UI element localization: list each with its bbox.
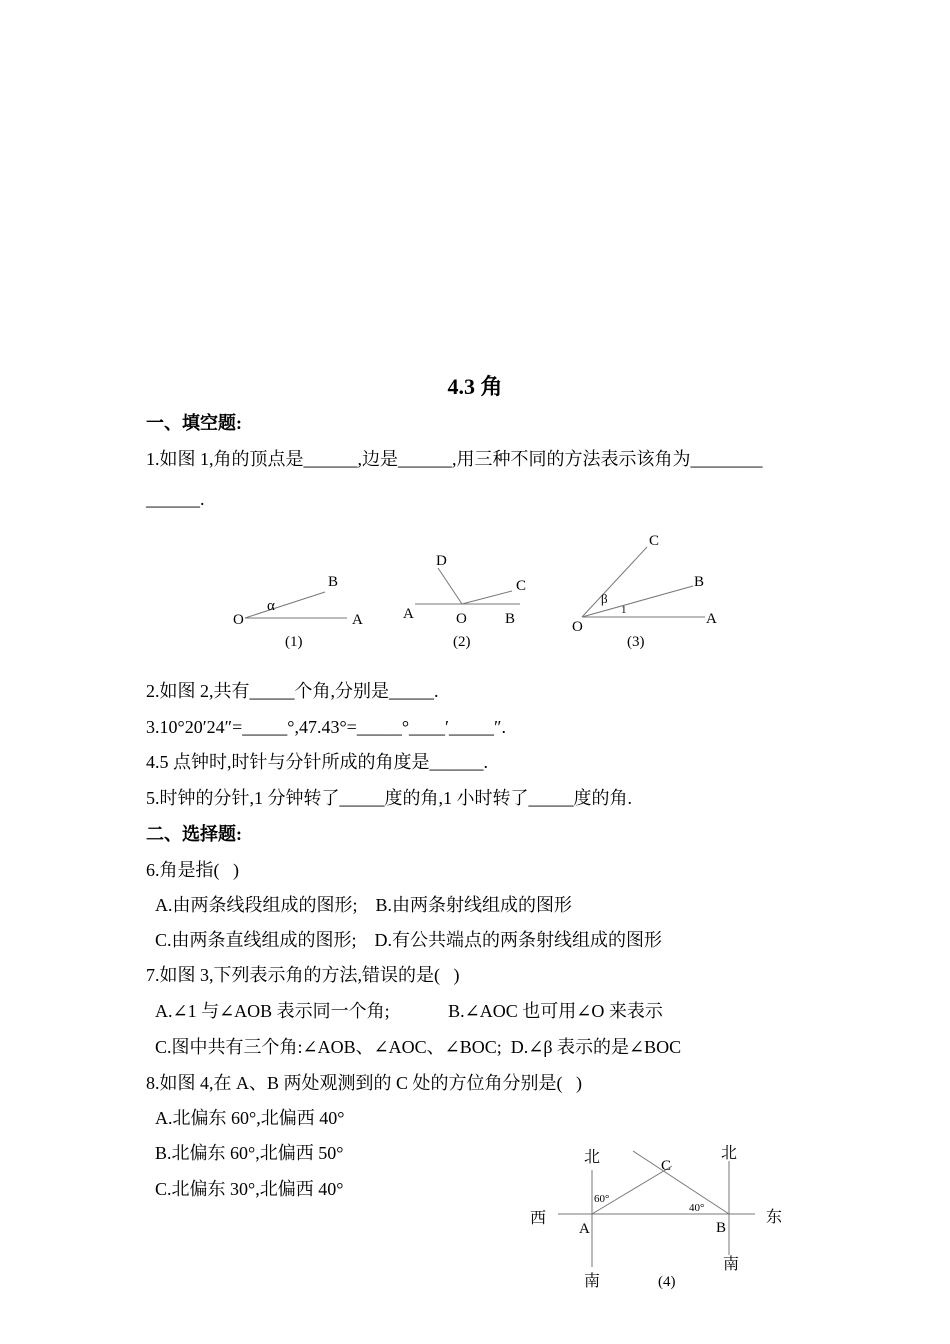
figure-2 [395, 545, 540, 655]
fig3-label-1: 1 [621, 604, 627, 616]
fig1-label-alpha: α [267, 598, 275, 614]
question-3: 3.10°20′24″=_____°,47.43°=_____°____′_____″. [146, 717, 506, 737]
fig4-label-south-a: 南 [584, 1273, 601, 1290]
question-8-option-b: B.北偏东 60°,北偏西 50° [155, 1143, 344, 1163]
question-7-options-ab: A.∠1 与∠AOB 表示同一个角; B.∠AOC 也可用∠O 来表示 [155, 1001, 663, 1021]
fig1-label-a: A [352, 612, 363, 628]
fig4-label-b: B [716, 1220, 727, 1236]
fig4-label-east: 东 [766, 1209, 783, 1226]
question-4: 4.5 点钟时,时针与分针所成的角度是______. [146, 752, 488, 772]
fig4-label-south-b: 南 [723, 1256, 740, 1273]
fig4-caption: (4) [658, 1274, 676, 1290]
question-1-line1: 1.如图 1,角的顶点是______,边是______,用三种不同的方法表示该角为________ [146, 449, 763, 469]
page-title: 4.3 角 [447, 374, 503, 399]
fig1-label-b: B [328, 574, 339, 590]
fig4-label-north-a: 北 [584, 1149, 601, 1166]
fig4-angle-40: 40° [689, 1202, 705, 1214]
question-2: 2.如图 2,共有_____个角,分别是_____. [146, 681, 439, 701]
fig3-label-o: O [572, 619, 583, 635]
fig2-label-d: D [436, 553, 447, 569]
fig4-label-c: C [661, 1158, 672, 1174]
fig4-label-north-b: 北 [721, 1145, 738, 1162]
question-7-stem: 7.如图 3,下列表示角的方法,错误的是( ) [146, 965, 460, 985]
fig3-caption: (3) [627, 634, 645, 650]
fig1-caption: (1) [285, 634, 303, 650]
figure-3 [565, 525, 730, 655]
question-8-option-a: A.北偏东 60°,北偏西 40° [155, 1108, 345, 1128]
question-6-stem: 6.角是指( ) [146, 860, 239, 880]
fig2-label-b: B [505, 611, 516, 627]
fig3-label-c: C [649, 533, 660, 549]
fig2-label-c: C [516, 578, 527, 594]
question-5: 5.时钟的分针,1 分钟转了_____度的角,1 小时转了_____度的角. [146, 788, 632, 808]
question-6-options-ab: A.由两条线段组成的图形; B.由两条射线组成的图形 [155, 895, 573, 915]
fig2-label-o: O [456, 611, 467, 627]
question-8-option-c: C.北偏东 30°,北偏西 40° [155, 1179, 344, 1199]
fig4-label-west: 西 [530, 1210, 547, 1227]
figure-4 [520, 1135, 800, 1295]
question-1-line2: ______. [146, 489, 205, 509]
fig4-label-a: A [579, 1221, 590, 1237]
fig2-label-a: A [403, 606, 414, 622]
figure-1 [225, 565, 365, 655]
section-fill-blank: 一、填空题: [146, 413, 242, 433]
question-8-stem: 8.如图 4,在 A、B 两处观测到的 C 处的方位角分别是( ) [146, 1073, 582, 1093]
question-6-options-cd: C.由两条直线组成的图形; D.有公共端点的两条射线组成的图形 [155, 930, 663, 950]
fig3-label-beta: β [601, 591, 608, 606]
fig2-caption: (2) [453, 634, 471, 650]
fig1-label-o: O [233, 612, 244, 628]
fig3-label-b: B [694, 574, 705, 590]
question-7-options-cd: C.图中共有三个角:∠AOB、∠AOC、∠BOC; D.∠β 表示的是∠BOC [155, 1037, 682, 1057]
section-multiple-choice: 二、选择题: [146, 824, 242, 844]
fig4-angle-60: 60° [594, 1193, 610, 1205]
fig3-label-a: A [706, 611, 717, 627]
